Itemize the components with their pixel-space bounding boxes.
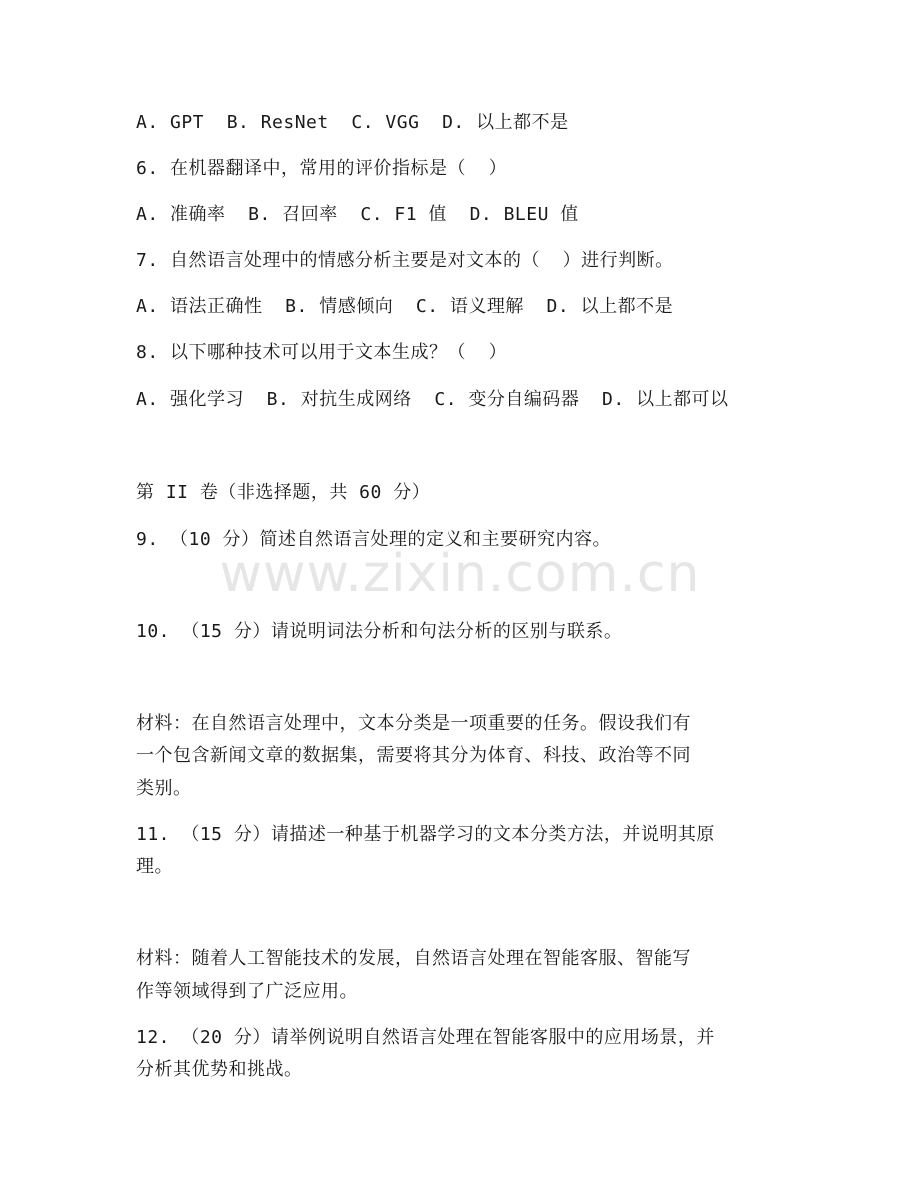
- q7-options: A. 语法正确性 B. 情感倾向 C. 语义理解 D. 以上都不是: [136, 296, 674, 317]
- q9-stem: 9. （10 分）简述自然语言处理的定义和主要研究内容。: [136, 529, 612, 550]
- watermark: www.zixin.com.cn: [219, 544, 701, 604]
- q11-line1: 11. （15 分）请描述一种基于机器学习的文本分类方法，并说明其原: [136, 824, 715, 845]
- q7-stem: 7. 自然语言处理中的情感分析主要是对文本的（ ）进行判断。: [136, 250, 674, 271]
- q6-options: A. 准确率 B. 召回率 C. F1 值 D. BLEU 值: [136, 204, 579, 225]
- q11-line2: 理。: [136, 856, 173, 877]
- q8-options: A. 强化学习 B. 对抗生成网络 C. 变分自编码器 D. 以上都可以: [136, 389, 729, 410]
- material2-line2: 作等领域得到了广泛应用。: [136, 981, 358, 1002]
- q12-line1: 12. （20 分）请举例说明自然语言处理在智能客服中的应用场景，并: [136, 1027, 715, 1048]
- q6-stem: 6. 在机器翻译中，常用的评价指标是（ ）: [136, 158, 508, 179]
- material1-line3: 类别。: [136, 778, 192, 799]
- material1-line2: 一个包含新闻文章的数据集，需要将其分为体育、科技、政治等不同: [136, 745, 691, 766]
- material1-line1: 材料：在自然语言处理中，文本分类是一项重要的任务。假设我们有: [136, 713, 691, 734]
- q8-stem: 8. 以下哪种技术可以用于文本生成？（ ）: [136, 342, 508, 363]
- q5-options: A. GPT B. ResNet C. VGG D. 以上都不是: [136, 112, 569, 133]
- section-title: 第 II 卷（非选择题，共 60 分）: [136, 482, 431, 503]
- material2-line1: 材料：随着人工智能技术的发展，自然语言处理在智能客服、智能写: [136, 948, 691, 969]
- q10-stem: 10. （15 分）请说明词法分析和句法分析的区别与联系。: [136, 621, 623, 642]
- q12-line2: 分析其优势和挑战。: [136, 1059, 303, 1080]
